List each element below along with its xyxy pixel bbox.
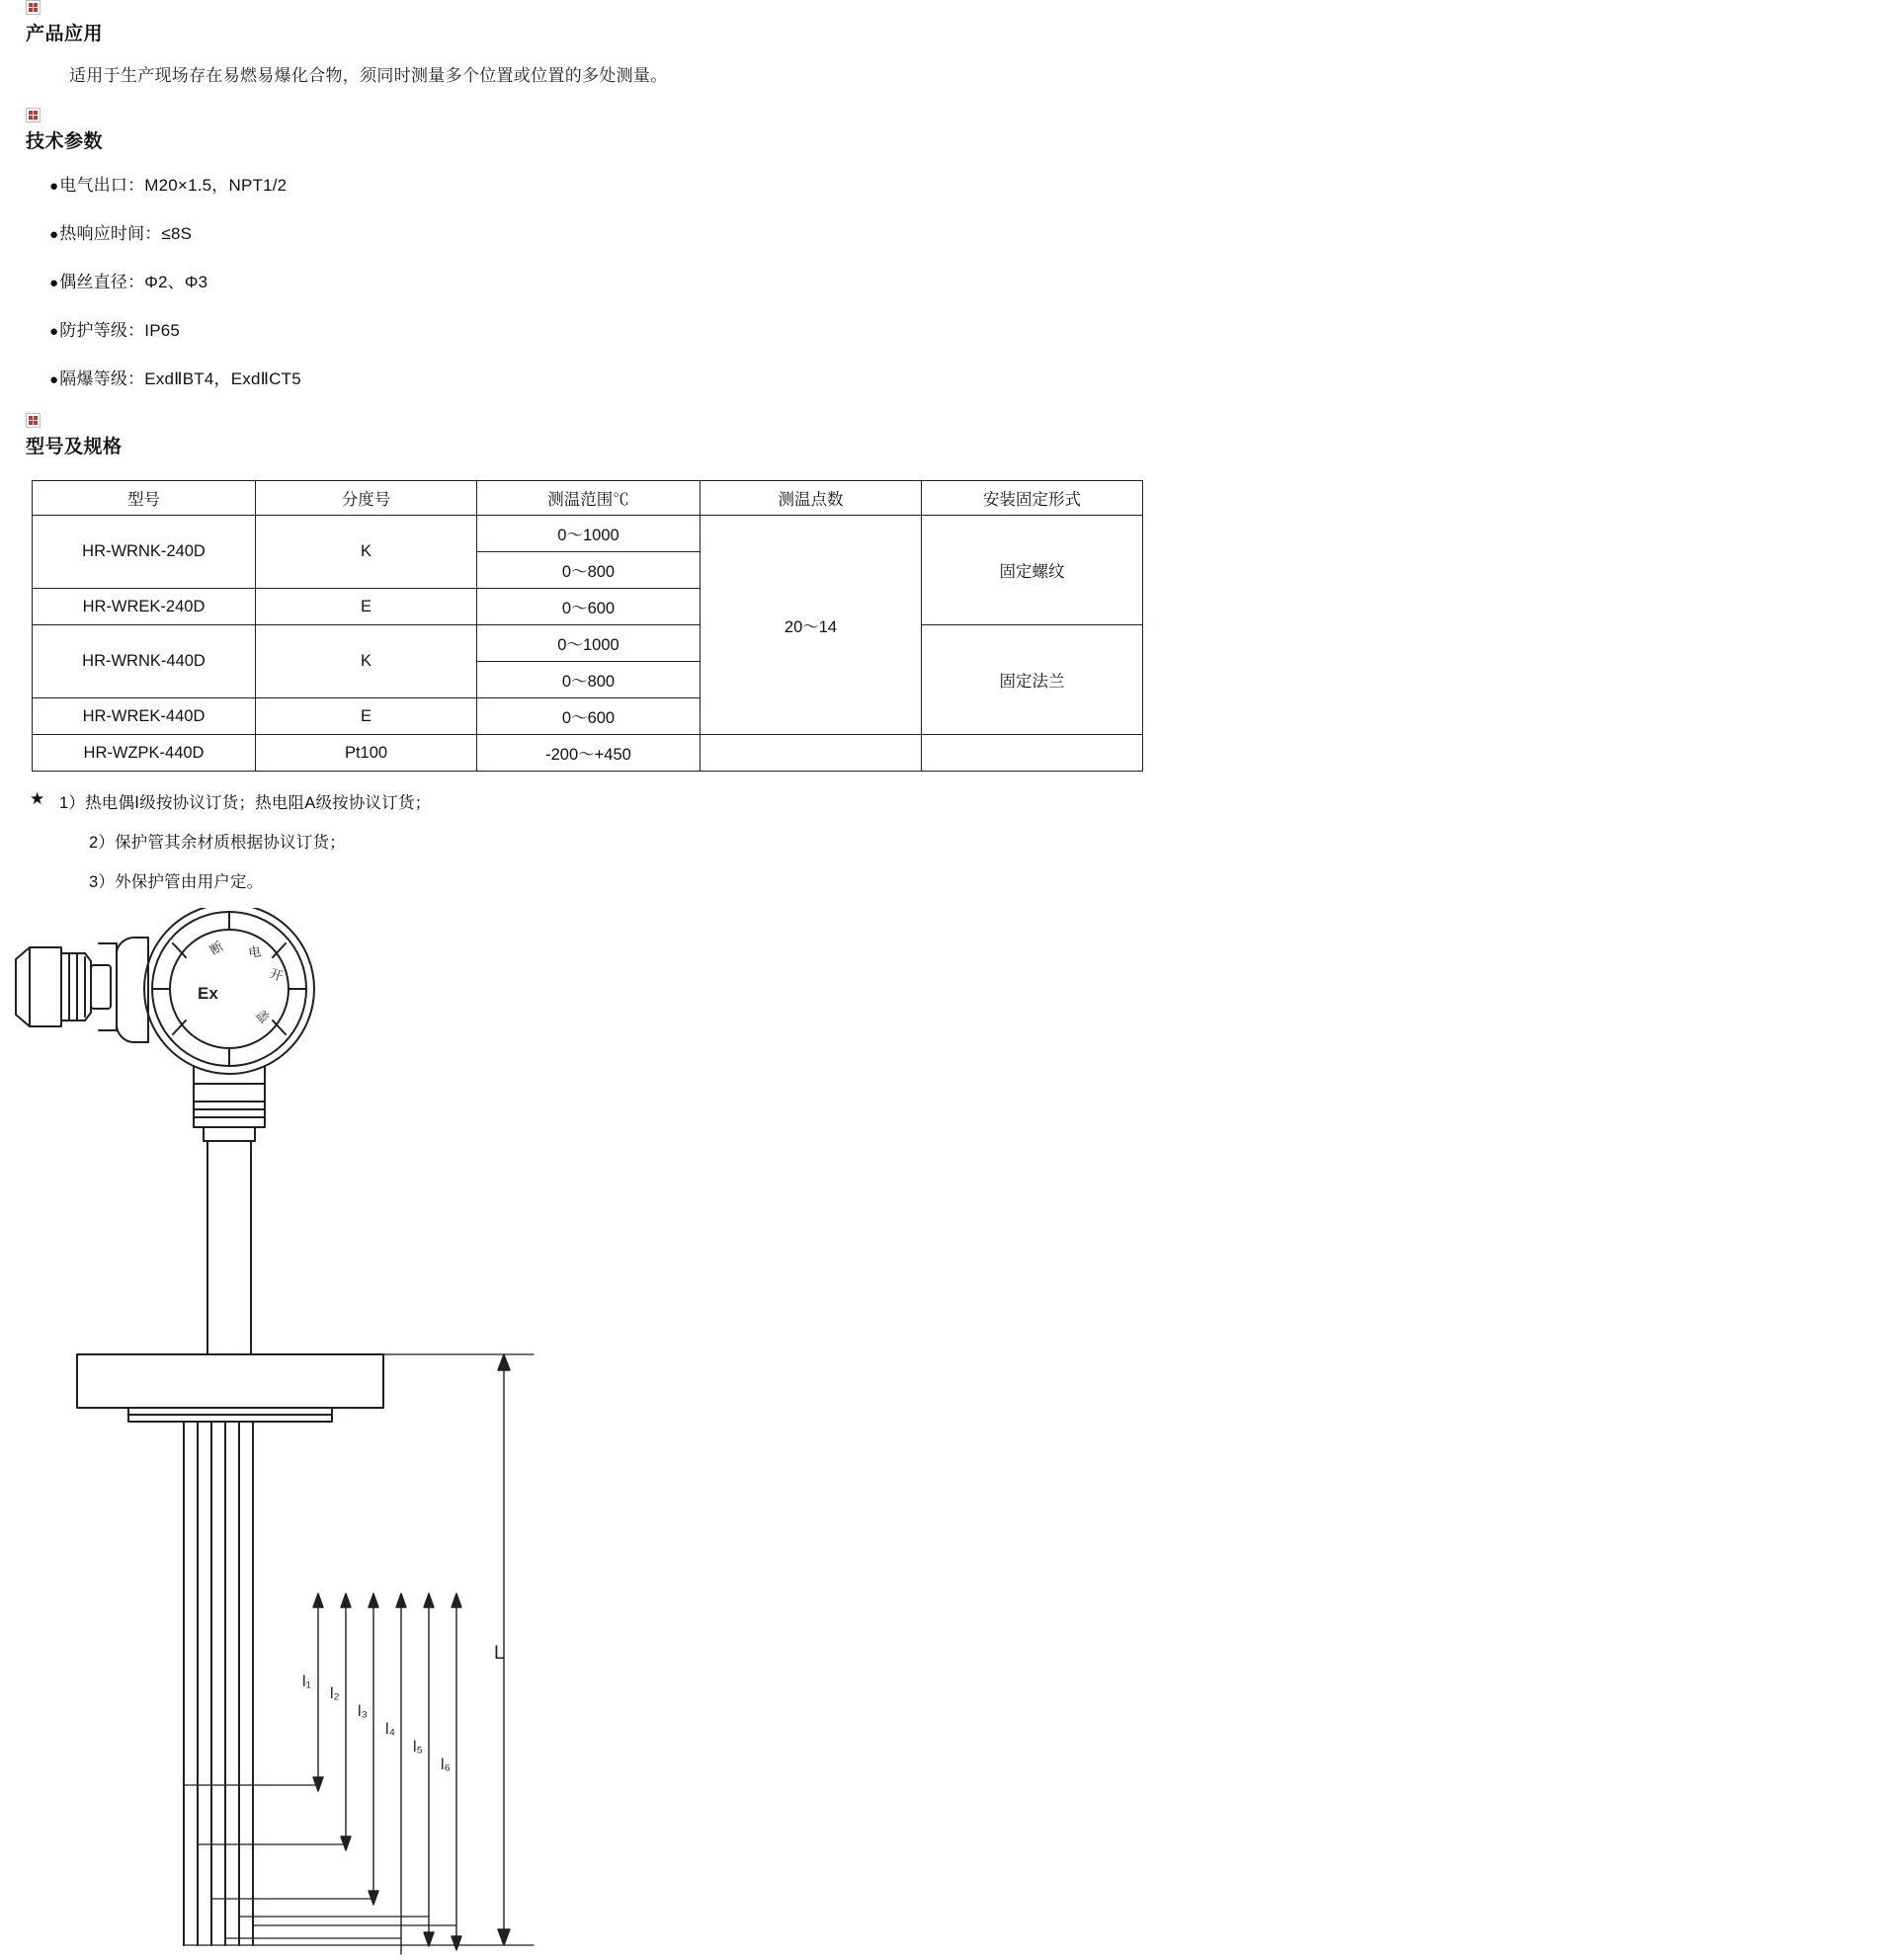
dimension-extension-lines	[184, 1354, 534, 1945]
head-warning-char-1: 断	[206, 938, 226, 958]
list-item	[49, 365, 1897, 389]
section-application-body: 适用于生产现场存在易燃易爆化合物，须同时测量多个位置或位置的多处测量。	[69, 66, 668, 85]
mounting-flange	[77, 1354, 383, 1422]
dimension-label-l4: l₄	[385, 1721, 396, 1738]
spec-table-wrapper	[32, 480, 1897, 772]
star-icon: ★	[30, 789, 45, 808]
drawing-svg	[0, 908, 988, 1955]
technical-spec-list	[0, 171, 1897, 389]
broken-image-icon	[26, 108, 41, 122]
cell-grade: K	[256, 516, 477, 589]
bullet-icon: ●	[49, 323, 59, 340]
cell-range: 0～1000	[477, 516, 701, 552]
cell-range: 0～600	[477, 589, 701, 625]
notes-block	[30, 789, 1897, 892]
section-application-title: 产品应用	[26, 24, 104, 44]
bullet-icon: ●	[49, 226, 59, 243]
cell-mount-flange: 固定法兰	[922, 625, 1143, 735]
upper-stem	[207, 1141, 251, 1354]
hex-union	[194, 1102, 265, 1141]
list-item	[49, 268, 1897, 292]
spec-text: 隔爆等级：ExdⅡBT4，ExdⅡCT5	[59, 369, 301, 388]
cell-model: HR-WRNK-440D	[33, 625, 256, 698]
section-technical-title: 技术参数	[26, 131, 104, 152]
dimension-label-l2: l₂	[330, 1685, 340, 1702]
cell-mount-thread: 固定螺纹	[922, 516, 1143, 625]
dimension-label-L: L	[494, 1643, 505, 1664]
sensor-element-returns	[184, 1937, 198, 1945]
note-item	[30, 829, 1897, 853]
list-item	[49, 316, 1897, 341]
cell-model: HR-WREK-240D	[33, 589, 256, 625]
section-application-head	[0, 0, 1897, 45]
spec-text: 防护等级：IP65	[59, 321, 181, 340]
bullet-icon: ●	[49, 275, 59, 291]
cell-points-empty	[701, 735, 922, 772]
table-row	[33, 735, 1143, 772]
cell-range: 0～800	[477, 552, 701, 589]
spec-text: 电气出口：M20×1.5，NPT1/2	[59, 176, 288, 195]
cell-grade: E	[256, 589, 477, 625]
bullet-icon: ●	[49, 178, 59, 195]
table-row	[33, 625, 1143, 662]
broken-image-icon	[26, 0, 41, 15]
list-item	[49, 219, 1897, 244]
cell-grade: Pt100	[256, 735, 477, 772]
head-warning-char-4: 盖	[252, 1006, 273, 1026]
section-technical-head	[0, 108, 1897, 153]
list-item	[49, 171, 1897, 196]
section-application	[0, 0, 1897, 86]
dimension-label-l6: l₆	[441, 1756, 452, 1773]
cell-mount-empty	[922, 735, 1143, 772]
cell-model: HR-WZPK-440D	[33, 735, 256, 772]
col-header-range: 测温范围℃	[477, 481, 701, 516]
section-technical	[0, 108, 1897, 389]
product-technical-drawing	[0, 908, 1897, 1960]
cell-model: HR-WRNK-240D	[33, 516, 256, 589]
col-header-mount: 安装固定形式	[922, 481, 1143, 516]
note-text: 3）外保护管由用户定。	[89, 873, 264, 891]
cell-points: 20～14	[701, 516, 922, 735]
head-ex-label: Ex	[198, 984, 218, 1003]
cell-grade: E	[256, 698, 477, 735]
section-models-head	[0, 413, 1897, 458]
spec-text: 偶丝直径：Φ2、Φ3	[59, 273, 208, 291]
cable-entry-block	[16, 943, 117, 1030]
section-models-title: 型号及规格	[26, 437, 123, 457]
spec-text: 热响应时间：≤8S	[59, 224, 193, 243]
cell-grade: K	[256, 625, 477, 698]
head-warning-char-3: 开	[268, 965, 286, 984]
note-item	[30, 789, 1897, 813]
note-text: 1）热电偶Ⅰ级按协议订货；热电阻A级按协议订货；	[59, 794, 432, 812]
col-header-points: 测温点数	[701, 481, 922, 516]
table-header-row	[33, 481, 1143, 516]
col-header-model: 型号	[33, 481, 256, 516]
col-header-grade: 分度号	[256, 481, 477, 516]
broken-image-icon	[26, 413, 41, 428]
spec-table	[32, 480, 1143, 772]
head-warning-char-2: 电	[247, 943, 263, 960]
note-item	[30, 868, 1897, 892]
bullet-icon: ●	[49, 371, 59, 388]
cell-range: -200～+450	[477, 735, 701, 772]
dimension-label-l5: l₅	[413, 1739, 423, 1756]
cell-range: 0～800	[477, 662, 701, 698]
dimension-points-group	[313, 1593, 461, 1954]
dimension-label-l3: l₃	[358, 1703, 369, 1720]
cell-range: 0～600	[477, 698, 701, 735]
section-models	[0, 413, 1897, 772]
cell-model: HR-WREK-440D	[33, 698, 256, 735]
cell-range: 0～1000	[477, 625, 701, 662]
note-text: 2）保护管其余材质根据协议订货；	[89, 834, 346, 852]
table-row	[33, 516, 1143, 552]
explosion-proof-head	[117, 908, 314, 1102]
dimension-label-l1: l₁	[302, 1674, 311, 1690]
